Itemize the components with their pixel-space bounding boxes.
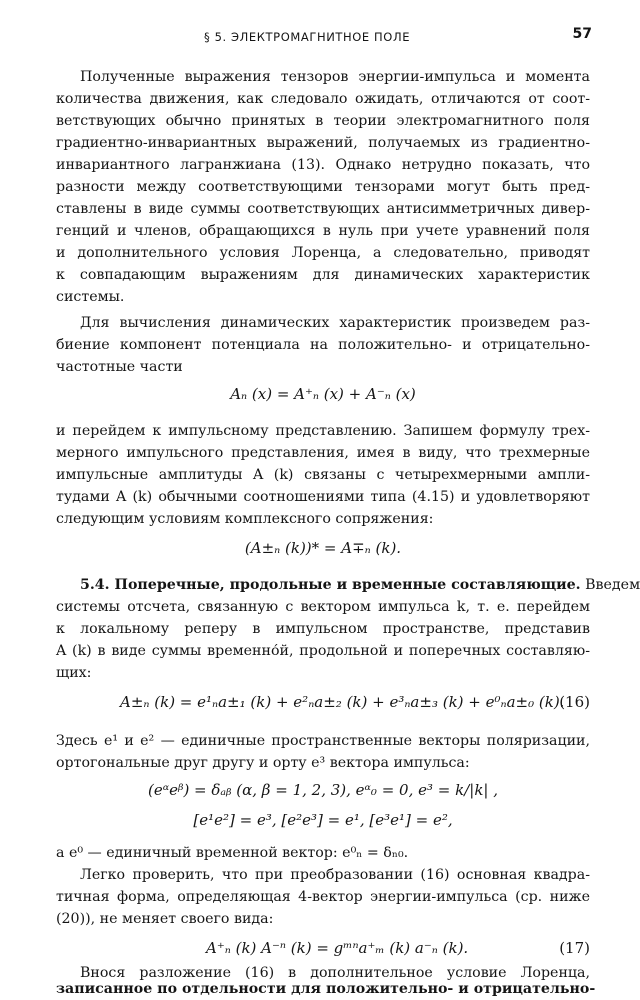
- running-head: § 5. ЭЛЕКТРОМАГНИТНОЕ ПОЛЕ: [204, 30, 411, 44]
- page-number: 57: [572, 26, 592, 42]
- section-heading-line: [56, 574, 640, 596]
- text-line: тичная форма, определяющая 4-вектор энергии-импульса (ср. ниже: [56, 889, 590, 905]
- text-line: импульсные амплитуды A (k) связаны с четырехмерными ампли-: [56, 467, 590, 483]
- text-line: градиентно-инвариантных выражений, получаемых из градиентно-: [56, 135, 590, 151]
- text-line: а e⁰ — единичный временной вектор: e⁰ₙ = δₙ₀.: [56, 845, 409, 861]
- text-line: записанное по отдельности для положительно- и отрицательно-: [56, 981, 596, 997]
- equation-17: A⁺ₙ (k) A⁻ⁿ (k) = gᵐⁿa⁺ₘ (k) a⁻ₙ (k).: [206, 939, 469, 957]
- equation-conjugation: (A±ₙ (k))* = A∓ₙ (k).: [244, 539, 402, 557]
- text-line: ставлены в виде суммы соответствующих антисимметричных дивер-: [56, 201, 590, 217]
- text-line: системы отсчета, связанную с вектором импульса k, т. е. перейдем: [56, 599, 590, 615]
- text-line: частотные части: [56, 359, 183, 375]
- text-line: A (k) в виде суммы временно́й, продольной и поперечных составляю-: [56, 643, 590, 659]
- equation-16-number: (16): [559, 693, 590, 711]
- section-heading-tail: Введем: [585, 577, 640, 593]
- text-line: к локальному реперу в импульсном пространстве, представив: [56, 621, 590, 637]
- text-line: ветствующих обычно принятых в теории электромагнитного поля: [56, 113, 590, 129]
- text-line: разности между соответствующими тензорами могут быть пред-: [56, 179, 590, 195]
- text-line: и дополнительного условия Лоренца, а следовательно, приводят: [56, 245, 590, 261]
- equation-17-number: (17): [559, 939, 590, 957]
- text-line: к совпадающим выражениям для динамических характеристик: [56, 267, 590, 283]
- text-line: количества движения, как следовало ожидать, отличаются от соот-: [56, 91, 590, 107]
- text-line: Полученные выражения тензоров энергии-импульса и момента: [80, 69, 590, 85]
- text-line: (20)), не меняет своего вида:: [56, 911, 274, 927]
- equation-split: Aₙ (x) = A⁺ₙ (x) + A⁻ₙ (x): [230, 385, 416, 403]
- text-line: ортогональные друг другу и орту e³ вектора импульса:: [56, 755, 470, 771]
- page-header: [58, 26, 598, 50]
- equation-orthonormality: (eᵅeᵝ) = δₐᵦ (α, β = 1, 2, 3), eᵅ₀ = 0, e³ = k/|k| ,: [148, 781, 498, 799]
- text-line: Внося разложение (16) в дополнительное условие Лоренца,: [80, 965, 590, 981]
- text-line: биение компонент потенциала на положительно- и отрицательно-: [56, 337, 590, 353]
- text-line: системы.: [56, 289, 125, 305]
- section-heading: 5.4. Поперечные, продольные и временные составляющие.: [80, 577, 581, 593]
- text-line: мерного импульсного представления, имея в виду, что трехмерные: [56, 445, 590, 461]
- text-line: Для вычисления динамических характеристик произведем раз-: [80, 315, 590, 331]
- text-line: инвариантного лагранжиана (13). Однако нетрудно показать, что: [56, 157, 590, 173]
- equation-16: A±ₙ (k) = e¹ₙa±₁ (k) + e²ₙa±₂ (k) + e³ₙa±₃ (k) + e⁰ₙa±₀ (k).: [120, 693, 565, 711]
- equation-cross-products: [e¹e²] = e³, [e²e³] = e¹, [e³e¹] = e²,: [193, 811, 453, 829]
- text-line: тудами A (k) обычными соотношениями типа (4.15) и удовлетворяют: [56, 489, 590, 505]
- text-line: и перейдем к импульсному представлению. Запишем формулу трех-: [56, 423, 590, 439]
- text-line: Здесь e¹ и e² — единичные пространственные векторы поляризации,: [56, 733, 590, 749]
- text-line: генций и членов, обращающихся в нуль при учете уравнений поля: [56, 223, 590, 239]
- text-line: Легко проверить, что при преобразовании (16) основная квадра-: [80, 867, 590, 883]
- text-line: щих:: [56, 665, 92, 681]
- text-line: следующим условиям комплексного сопряжения:: [56, 511, 434, 527]
